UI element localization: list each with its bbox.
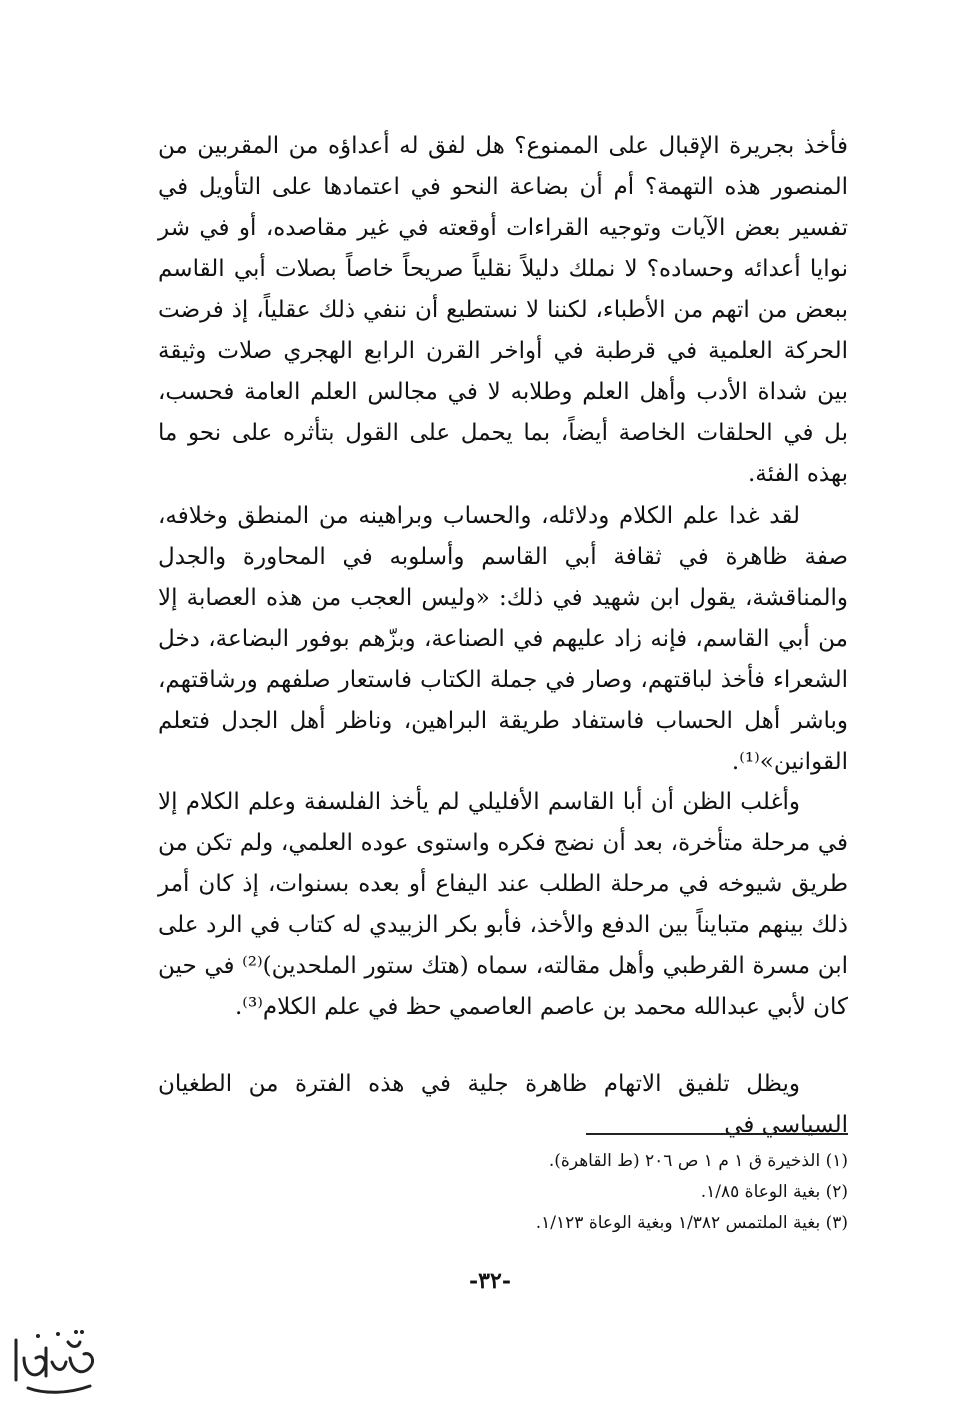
footnote-separator bbox=[586, 1133, 848, 1135]
paragraph-3: وأغلب الظن أن أبا القاسم الأفليلي لم يأخذ الفلسفة وعلم الكلام إلا في مرحلة متأخرة، بعد أن نضج فكره واستوى عوده العلمي، ولم تكن من طريق شيوخه في مرحلة الطلب عند اليفاع أو بعده بسنوات، إذ كان أمر ذلك بينهم متبايناً بين الدفع والأخذ، فأبو بكر الزبيدي له كتاب في الرد على ابن مسرة القرطبي وأهل مقالته، سماه (هتك ستور الملحدين)⁽²⁾ في حين كان لأبي عبدالله محمد بن عاصم العاصمي حظ في علم الكلام⁽³⁾. bbox=[158, 789, 848, 1020]
page-number: -٣٢- bbox=[469, 1268, 511, 1294]
calligraphy-stamp-logo bbox=[8, 1318, 100, 1404]
footnote-2: (٢) بغية الوعاة ١/٨٥. bbox=[700, 1182, 848, 1202]
paragraph-1: فأخذ بجريرة الإقبال على الممنوع؟ هل لفق له أعداؤه من المقربين من المنصور هذه التهمة؟ أم أن بضاعة النحو في اعتمادها على التأويل في تفسير بعض الآيات وتوجيه القراءات أوقعته في غير مقاصده، أو في شر نوايا أعدائه وحساده؟ لا نملك دليلاً نقلياً صريحاً خاصاً بصلات أبي القاسم ببعض من اتهم من الأطباء، لكننا لا نستطيع أن ننفي ذلك عقلياً، إذ فرضت الحركة العلمية في قرطبة في أواخر القرن الرابع الهجري صلات وثيقة بين شداة الأدب وأهل العلم وطلابه لا في مجالس العلم العامة فحسب، بل في الحلقات الخاصة أيضاً، بما يحمل على القول بتأثره على نحو ما بهذه الفئة. bbox=[158, 133, 848, 487]
footnotes bbox=[380, 1146, 848, 1239]
footnote-1: (١) الذخيرة ق ١ م ١ ص ٢٠٦ (ط القاهرة). bbox=[548, 1151, 848, 1171]
footnote-3: (٣) بغية الملتمس ١/٣٨٢ وبغية الوعاة ١/١٢٣. bbox=[535, 1213, 848, 1233]
paragraph-2: لقد غدا علم الكلام ودلائله، والحساب وبراهينه من المنطق وخلافه، صفة ظاهرة في ثقافة أبي القاسم وأسلوبه في المحاورة والجدل والمناقشة، يقول ابن شهيد في ذلك: «وليس العجب من هذه العصابة إلا من أبي القاسم، فإنه زاد عليهم في الصناعة، وبزّهم بوفور البضاعة، دخل الشعراء فأخذ لباقتهم، وصار في جملة الكتاب فاستعار صلفهم ورشاقتهم، وباشر أهل الحساب فاستفاد طريقة البراهين، وناظر أهل الجدل فتعلم القوانين»⁽¹⁾. bbox=[158, 503, 848, 775]
paragraph-4: ويظل تلفيق الاتهام ظاهرة جلية في هذه الفترة من الطغيان السياسي في bbox=[158, 1071, 848, 1138]
